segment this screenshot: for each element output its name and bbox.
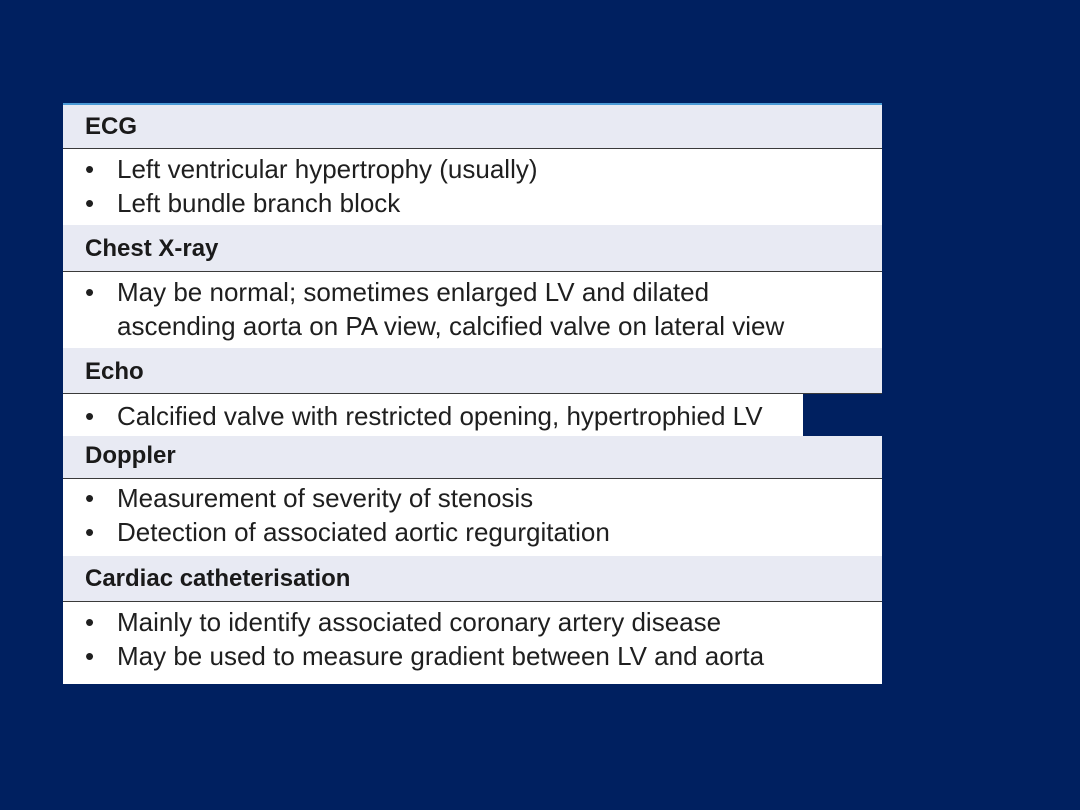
- bullet-icon: •: [85, 188, 95, 218]
- section-header-ecg: [63, 105, 882, 149]
- list-item-text: Mainly to identify associated coronary artery disease: [117, 607, 722, 637]
- list-item-text: Left bundle branch block: [117, 188, 401, 218]
- overlay-mask: [803, 394, 882, 438]
- section-header-doppler: [63, 436, 882, 479]
- list-item-text: Detection of associated aortic regurgitation: [117, 517, 610, 547]
- section-header-echo: [63, 348, 882, 394]
- section-title: ECG: [85, 113, 138, 140]
- bullet-icon: •: [85, 154, 95, 184]
- investigations-table: [63, 103, 882, 684]
- list-item-text: Left ventricular hypertrophy (usually): [117, 154, 538, 184]
- section-title: Chest X-ray: [85, 235, 219, 262]
- section-title: Echo: [85, 358, 144, 385]
- list-item-text: May be used to measure gradient between LV and aorta: [117, 641, 765, 671]
- bullet-icon: •: [85, 607, 95, 637]
- section-header-chest-xray: [63, 225, 882, 272]
- section-header-cardiac-catheterisation: [63, 556, 882, 602]
- bullet-icon: •: [85, 517, 95, 547]
- list-item-text: ascending aorta on PA view, calcified valve on lateral view: [117, 311, 785, 341]
- bullet-icon: •: [85, 641, 95, 671]
- section-title: Cardiac catheterisation: [85, 565, 351, 592]
- bullet-icon: •: [85, 277, 95, 307]
- list-item-text: Measurement of severity of stenosis: [117, 483, 534, 513]
- bullet-icon: •: [85, 401, 95, 431]
- list-item-text: May be normal; sometimes enlarged LV and dilated: [117, 277, 710, 307]
- bullet-icon: •: [85, 483, 95, 513]
- list-item-text: Calcified valve with restricted opening, hypertrophied LV: [117, 401, 763, 431]
- section-title: Doppler: [85, 442, 176, 469]
